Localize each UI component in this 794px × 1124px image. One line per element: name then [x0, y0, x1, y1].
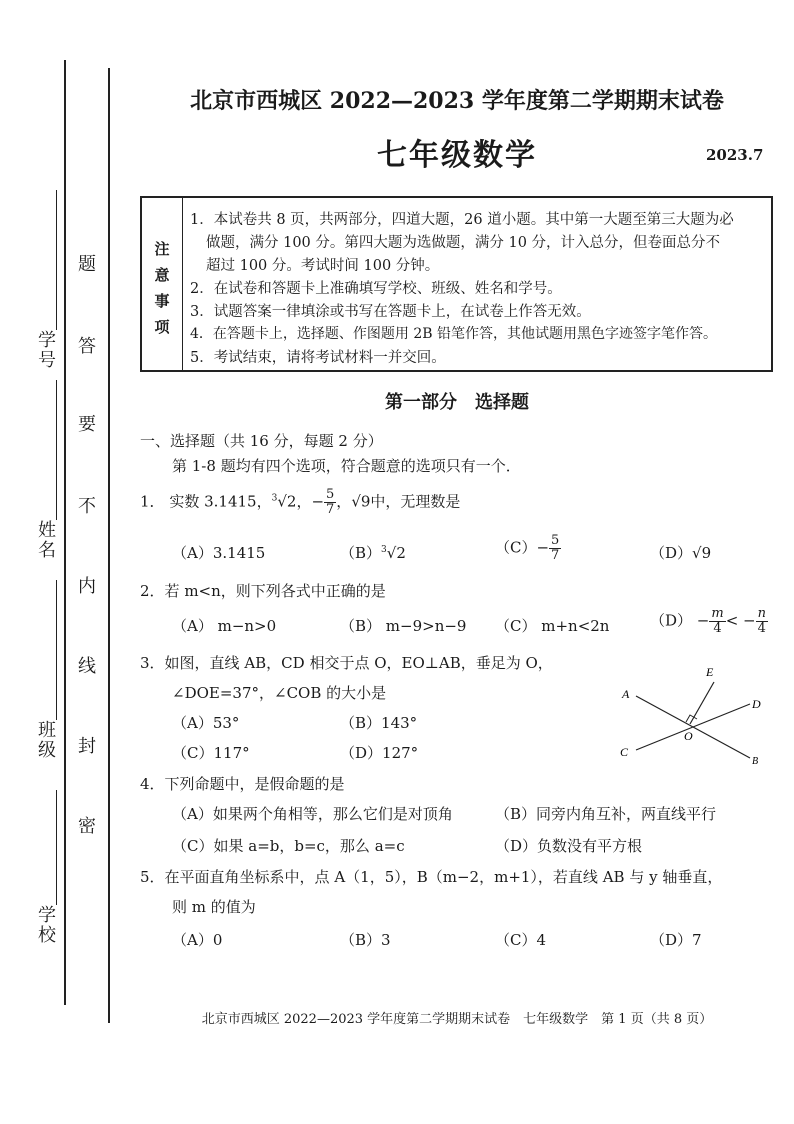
question-1	[140, 488, 460, 517]
q2-option-a[interactable]: （A） m−n>0	[172, 617, 277, 635]
q3-figure	[610, 660, 770, 770]
fraction-denominator: 4	[757, 621, 766, 636]
question-5-line2: 则 m 的值为	[172, 898, 256, 916]
q4-option-d[interactable]: （D）负数没有平方根	[495, 837, 643, 855]
option-label: （D） −	[650, 611, 710, 630]
fraction-numerator: m	[711, 606, 724, 621]
fraction-denominator: 7	[551, 548, 560, 563]
notice-label	[142, 198, 183, 370]
q2-option-c[interactable]: （C） m+n<2n	[495, 617, 610, 635]
q1-option-b[interactable]	[340, 542, 406, 563]
point-label-c: C	[620, 745, 629, 759]
question-text: 下列命题中，是假命题的是	[164, 775, 345, 793]
field-label-name: 姓名	[35, 520, 56, 560]
q1-option-c[interactable]	[495, 534, 561, 563]
q4-option-c[interactable]: （C）如果 a=b，b=c，那么 a=c	[172, 837, 405, 855]
notice-line: 1．本试卷共 8 页，共两部分，四道大题，26 道小题。其中第一大题至第三大题为必	[190, 212, 734, 228]
fraction-numerator: 5	[551, 533, 560, 548]
binding-line-left	[64, 60, 66, 1005]
seal-char: 封	[78, 736, 96, 757]
question-3	[140, 652, 553, 673]
notice-line: 3．试题答案一律填涂或书写在答题卡上，在试卷上作答无效。	[190, 304, 591, 320]
seal-char: 线	[78, 656, 96, 677]
q3-option-d[interactable]: （D）127°	[340, 744, 419, 762]
question-4	[140, 773, 345, 794]
fraction	[324, 488, 336, 517]
notice-label-char: 意	[154, 266, 170, 284]
field-label-class: 班级	[35, 720, 56, 760]
q1-sep2: ，	[336, 492, 352, 511]
page-footer: 北京市西城区 2022—2023 学年度第二学期期末试卷 七年级数学 第 1 页（共 8 页）	[201, 1012, 713, 1027]
q3-option-b[interactable]: （B）143°	[340, 714, 418, 732]
q1-root-9: √9	[351, 492, 371, 511]
notice-label-char: 事	[154, 292, 170, 310]
q5-option-b[interactable]: （B）3	[340, 931, 391, 949]
option-value: √9	[692, 544, 712, 562]
q3-option-c[interactable]: （C）117°	[172, 744, 250, 762]
q1-root-2: √2	[277, 492, 297, 511]
question-2	[140, 580, 386, 601]
fraction-denominator: 7	[326, 502, 335, 517]
q3-option-a[interactable]: （A）53°	[172, 714, 240, 732]
notice-box	[140, 196, 773, 372]
seal-char: 题	[78, 254, 96, 275]
notice-line: 超过 100 分。考试时间 100 分钟。	[206, 258, 440, 274]
question-text: 若 m<n，则下列各式中正确的是	[164, 582, 386, 600]
part-title: 第一部分 选择题	[385, 392, 529, 413]
q1-option-d[interactable]	[650, 542, 711, 563]
point-label-o: O	[684, 729, 693, 743]
field-label-school: 学校	[35, 905, 56, 945]
q5-option-c[interactable]: （C）4	[495, 931, 547, 949]
root-index: 3	[271, 493, 278, 504]
root-index: 3	[381, 545, 387, 555]
option-mid: < −	[725, 611, 756, 630]
question-number: 5．	[140, 868, 165, 886]
question-number: 1．	[140, 492, 165, 511]
question-3-line2: ∠DOE=37°，∠COB 的大小是	[172, 684, 387, 702]
q4-option-a[interactable]: （A）如果两个角相等，那么它们是对顶角	[172, 805, 453, 823]
question-text: 如图，直线 AB，CD 相交于点 O，EO⊥AB，垂足为 O，	[164, 654, 553, 672]
field-underline-name[interactable]	[56, 380, 57, 520]
seal-char: 要	[78, 414, 96, 435]
exam-date: 2023.7	[706, 146, 764, 164]
point-label-a: A	[622, 687, 630, 701]
option-label: （B）	[340, 544, 382, 562]
subject-title: 七年级数学	[377, 138, 537, 173]
field-underline-class[interactable]	[56, 580, 57, 720]
q1-lead: 实数 3.1415，	[169, 492, 272, 511]
ray-oe	[690, 682, 714, 724]
point-label-e: E	[706, 665, 714, 679]
fraction-numerator: n	[757, 606, 766, 621]
section-heading: 一、选择题（共 16 分，每题 2 分）	[140, 432, 383, 450]
notice-label-char: 项	[154, 318, 170, 336]
seal-char: 答	[78, 336, 96, 357]
q1-option-a[interactable]: （A）3.1415	[172, 544, 266, 562]
notice-label-char: 注	[154, 240, 170, 258]
question-number: 3．	[140, 654, 165, 672]
option-label: （C）−	[495, 538, 550, 557]
fraction-denominator: 4	[713, 621, 722, 636]
field-label-student-id: 学号	[35, 330, 56, 370]
field-underline-student-id[interactable]	[56, 190, 57, 330]
fraction	[709, 607, 725, 636]
line-cd	[636, 704, 750, 750]
seal-char: 密	[78, 816, 96, 837]
q1-sep: ，−	[296, 492, 325, 511]
q2-option-b[interactable]: （B） m−9>n−9	[340, 617, 467, 635]
question-number: 4．	[140, 775, 165, 793]
option-value: √2	[386, 544, 406, 562]
fraction	[549, 534, 561, 563]
question-5	[140, 866, 722, 887]
option-label: （D）	[650, 544, 693, 562]
notice-line: 4．在答题卡上，选择题、作图题用 2B 铅笔作答，其他试题用黑色字迹签字笔作答。	[190, 326, 718, 342]
section-instruction: 第 1-8 题均有四个选项，符合题意的选项只有一个．	[172, 457, 521, 475]
binding-line-right	[108, 68, 110, 1023]
fraction-numerator: 5	[326, 487, 335, 502]
q2-option-d[interactable]	[650, 607, 768, 636]
seal-char: 不	[78, 496, 96, 517]
q5-option-a[interactable]: （A）0	[172, 931, 223, 949]
exam-title: 北京市西城区 2022—2023 学年度第二学期期末试卷	[190, 88, 724, 114]
point-label-b: B	[752, 756, 759, 767]
q1-tail: 中，无理数是	[370, 492, 461, 511]
fraction	[756, 607, 768, 636]
question-text: 在平面直角坐标系中，点 A（1，5），B（m−2，m+1），若直线 AB 与 y 轴垂直，	[164, 868, 723, 886]
seal-char: 内	[78, 576, 96, 597]
point-label-d: D	[752, 697, 761, 711]
question-number: 2．	[140, 582, 165, 600]
q5-option-d[interactable]: （D）7	[650, 931, 702, 949]
notice-line: 2．在试卷和答题卡上准确填写学校、班级、姓名和学号。	[190, 281, 562, 297]
q4-option-b[interactable]: （B）同旁内角互补，两直线平行	[495, 805, 717, 823]
notice-line: 5．考试结束，请将考试材料一并交回。	[190, 350, 446, 366]
field-underline-school[interactable]	[56, 790, 57, 905]
notice-line: 做题，满分 100 分。第四大题为选做题，满分 10 分，计入总分，但卷面总分不	[206, 235, 721, 251]
